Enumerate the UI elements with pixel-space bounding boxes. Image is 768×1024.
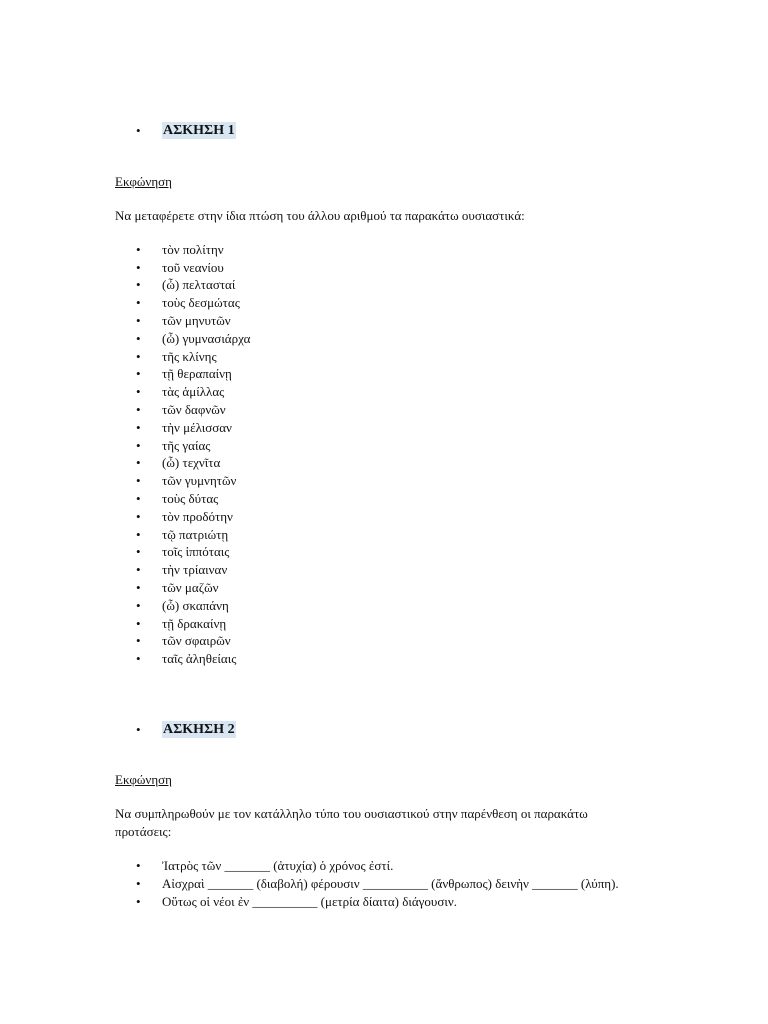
- noun-list-item-text: τοῦ νεανίου: [162, 259, 224, 275]
- noun-list-item: [136, 383, 250, 401]
- noun-list-item: [136, 508, 250, 526]
- bullet-icon: •: [136, 721, 141, 737]
- exercise-2-prompt-label: Εκφώνηση: [115, 772, 172, 787]
- noun-list-item: [136, 277, 250, 295]
- exercise-2-title: ΑΣΚΗΣΗ 2: [163, 722, 235, 737]
- bullet-icon: •: [136, 330, 141, 346]
- bullet-icon: •: [136, 580, 141, 596]
- noun-list-item-text: τῶν δαφνῶν: [162, 402, 226, 418]
- noun-list-item: [136, 437, 250, 455]
- noun-list-item-text: τὸν προδότην: [162, 508, 233, 524]
- bullet-icon: •: [136, 419, 141, 435]
- noun-list-item-text: τῶν σφαιρῶν: [162, 633, 231, 649]
- bullet-icon: •: [136, 295, 141, 311]
- noun-list-item-text: τὰς ἁμίλλας: [162, 384, 225, 400]
- bullet-icon: •: [136, 615, 141, 631]
- noun-list-item: [136, 490, 250, 508]
- noun-list-item-text: τῆς κλίνης: [162, 348, 217, 364]
- bullet-icon: •: [136, 526, 141, 542]
- noun-list-item-text: (ὦ) σκαπάνη: [162, 597, 229, 613]
- noun-list-item: [136, 650, 250, 668]
- noun-list-item-text: τοὺς δύτας: [162, 491, 219, 507]
- exercise-2-instruction: Να συμπληρωθούν με τον κατάλληλο τύπο του ουσιαστικού στην παρένθεση οι παρακάτω προτάσεις:: [115, 806, 588, 839]
- noun-list-item: [136, 348, 250, 366]
- bullet-icon: •: [136, 122, 141, 138]
- noun-list-item: [136, 455, 250, 473]
- bullet-icon: •: [136, 544, 141, 560]
- bullet-icon: •: [136, 437, 141, 453]
- noun-list-item: [136, 615, 250, 633]
- bullet-icon: •: [136, 259, 141, 275]
- noun-list-item-text: τῆς γαίας: [162, 437, 211, 453]
- noun-list-item: [136, 366, 250, 384]
- bullet-icon: •: [136, 348, 141, 364]
- noun-list-item-text: τῇ δρακαίνῃ: [162, 615, 227, 631]
- bullet-icon: •: [136, 455, 141, 471]
- exercise-1-title: ΑΣΚΗΣΗ 1: [163, 123, 235, 138]
- bullet-icon: •: [136, 651, 141, 667]
- bullet-icon: •: [136, 491, 141, 507]
- noun-list-item-text: τὴν μέλισσαν: [162, 419, 232, 435]
- noun-list-item: [136, 597, 250, 615]
- bullet-icon: •: [136, 508, 141, 524]
- exercise-1-prompt-label: Εκφώνηση: [115, 174, 172, 189]
- noun-list-item: [136, 259, 250, 277]
- noun-list-item: [136, 526, 250, 544]
- noun-list-item-text: τοὺς δεσμώτας: [162, 295, 240, 311]
- noun-list-item: [136, 579, 250, 597]
- sentence-list-item-text: Οὕτως οἱ νέοι ἐν __________ (μετρία δίαιτα) διάγουσιν.: [162, 894, 457, 909]
- bullet-icon: •: [136, 894, 141, 909]
- noun-list-item-text: τὴν τρίαιναν: [162, 562, 228, 578]
- noun-list-item: [136, 633, 250, 651]
- noun-list-item-text: τῶν μαζῶν: [162, 580, 219, 596]
- bullet-icon: •: [136, 366, 141, 382]
- bullet-icon: •: [136, 277, 141, 293]
- bullet-icon: •: [136, 562, 141, 578]
- bullet-icon: •: [136, 633, 141, 649]
- noun-list-item: [136, 330, 250, 348]
- bullet-icon: •: [136, 858, 141, 873]
- noun-list-item: [136, 419, 250, 437]
- sentence-list-item: [136, 875, 656, 893]
- noun-list-item-text: (ὦ) πελτασταί: [162, 277, 236, 293]
- noun-list-item-text: τὸν πολίτην: [162, 241, 224, 257]
- bullet-icon: •: [136, 473, 141, 489]
- exercise-1-instruction: Να μεταφέρετε στην ίδια πτώση του άλλου αριθμού τα παρακάτω ουσιαστικά:: [115, 208, 525, 223]
- noun-list-item: [136, 294, 250, 312]
- bullet-icon: •: [136, 384, 141, 400]
- exercise-1-heading: [136, 122, 236, 139]
- noun-list-item: [136, 544, 250, 562]
- noun-list-item-text: τῷ πατριώτῃ: [162, 526, 229, 542]
- noun-list-item: [136, 472, 250, 490]
- bullet-icon: •: [136, 597, 141, 613]
- bullet-icon: •: [136, 241, 141, 257]
- noun-list-item-text: ταῖς ἀληθείαις: [162, 651, 237, 667]
- bullet-icon: •: [136, 402, 141, 418]
- noun-list-item: [136, 312, 250, 330]
- noun-list-item-text: (ὦ) γυμνασιάρχα: [162, 330, 251, 346]
- noun-list-item-text: (ὦ) τεχνῖτα: [162, 455, 221, 471]
- noun-list-item-text: τῶν γυμνητῶν: [162, 473, 237, 489]
- noun-list-item-text: τῇ θεραπαίνῃ: [162, 366, 232, 382]
- sentence-list-item: [136, 893, 656, 911]
- noun-list-item: [136, 241, 250, 259]
- noun-list-item-text: τοῖς ἱππόταις: [162, 544, 230, 560]
- exercise-1-noun-list: [136, 241, 250, 668]
- exercise-2-heading: [136, 721, 236, 738]
- noun-list-item-text: τῶν μηνυτῶν: [162, 313, 231, 329]
- bullet-icon: •: [136, 313, 141, 329]
- sentence-list-item-text: Ἰατρὸς τῶν _______ (ἀτυχία) ὁ χρόνος ἐστί.: [162, 858, 394, 873]
- bullet-icon: •: [136, 876, 141, 891]
- sentence-list-item-text: Αἰσχραὶ _______ (διαβολή) φέρουσιν __________ (ἄνθρωπος) δεινὴν _______ (λύπη).: [162, 876, 619, 891]
- noun-list-item: [136, 401, 250, 419]
- noun-list-item: [136, 561, 250, 579]
- sentence-list-item: [136, 857, 656, 875]
- exercise-2-sentence-list: [136, 857, 656, 911]
